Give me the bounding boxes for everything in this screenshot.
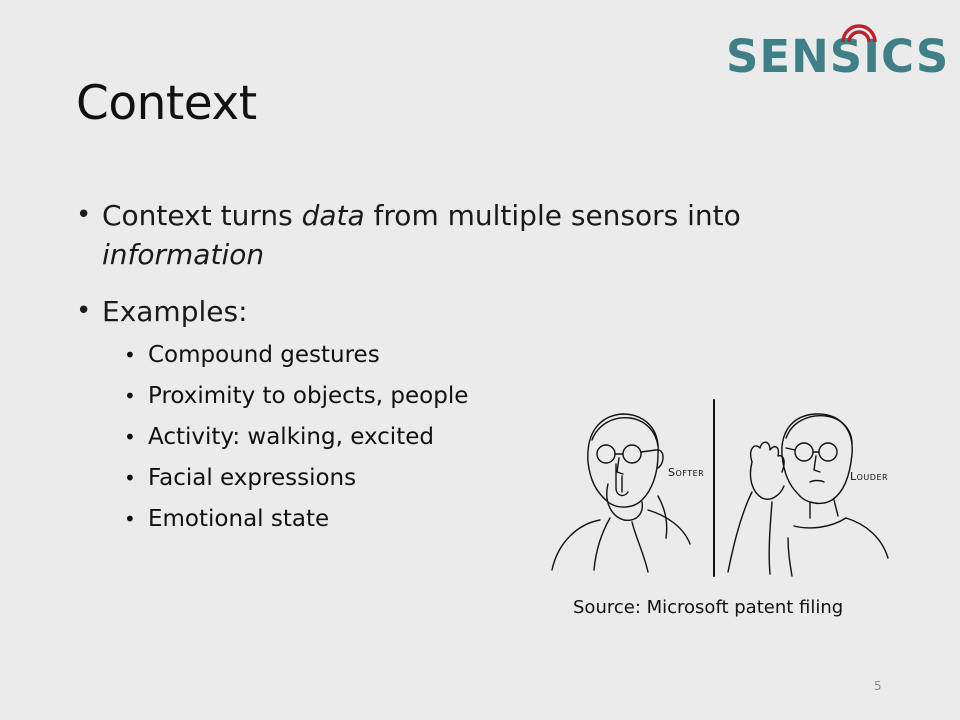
sensics-logo — [726, 20, 950, 83]
bullet-examples — [76, 292, 836, 331]
louder-label — [850, 470, 888, 483]
bullet-emphasis-data: data — [301, 199, 365, 232]
signal-arcs-icon — [841, 20, 877, 50]
bullet-context — [76, 196, 836, 274]
logo-text: SENSICS — [726, 30, 950, 83]
softer-label — [668, 466, 704, 479]
sub-bullet: • Proximity to objects, people — [76, 376, 836, 417]
louder-label-text: Louder — [850, 470, 889, 483]
bullet-text: from multiple sensors into — [364, 199, 741, 232]
bullet-label: Examples: — [102, 295, 248, 328]
slide-title: Context — [76, 76, 257, 131]
source-caption: Source: Microsoft patent filing — [573, 597, 844, 618]
sub-bullet: • Facial expressions — [76, 458, 836, 499]
softer-gesture-figure — [552, 414, 690, 572]
sub-bullet: • Emotional state — [76, 499, 836, 540]
page-number: 5 — [874, 679, 882, 693]
louder-gesture-figure — [728, 414, 888, 576]
bullet-emphasis-information: information — [102, 238, 265, 271]
sub-bullet: • Activity: walking, excited — [76, 417, 836, 458]
bullet-text: Context turns — [102, 199, 302, 232]
sub-bullet: • Compound gestures — [76, 335, 836, 376]
softer-label-text: Softer — [668, 466, 705, 479]
gesture-illustration — [548, 392, 896, 578]
